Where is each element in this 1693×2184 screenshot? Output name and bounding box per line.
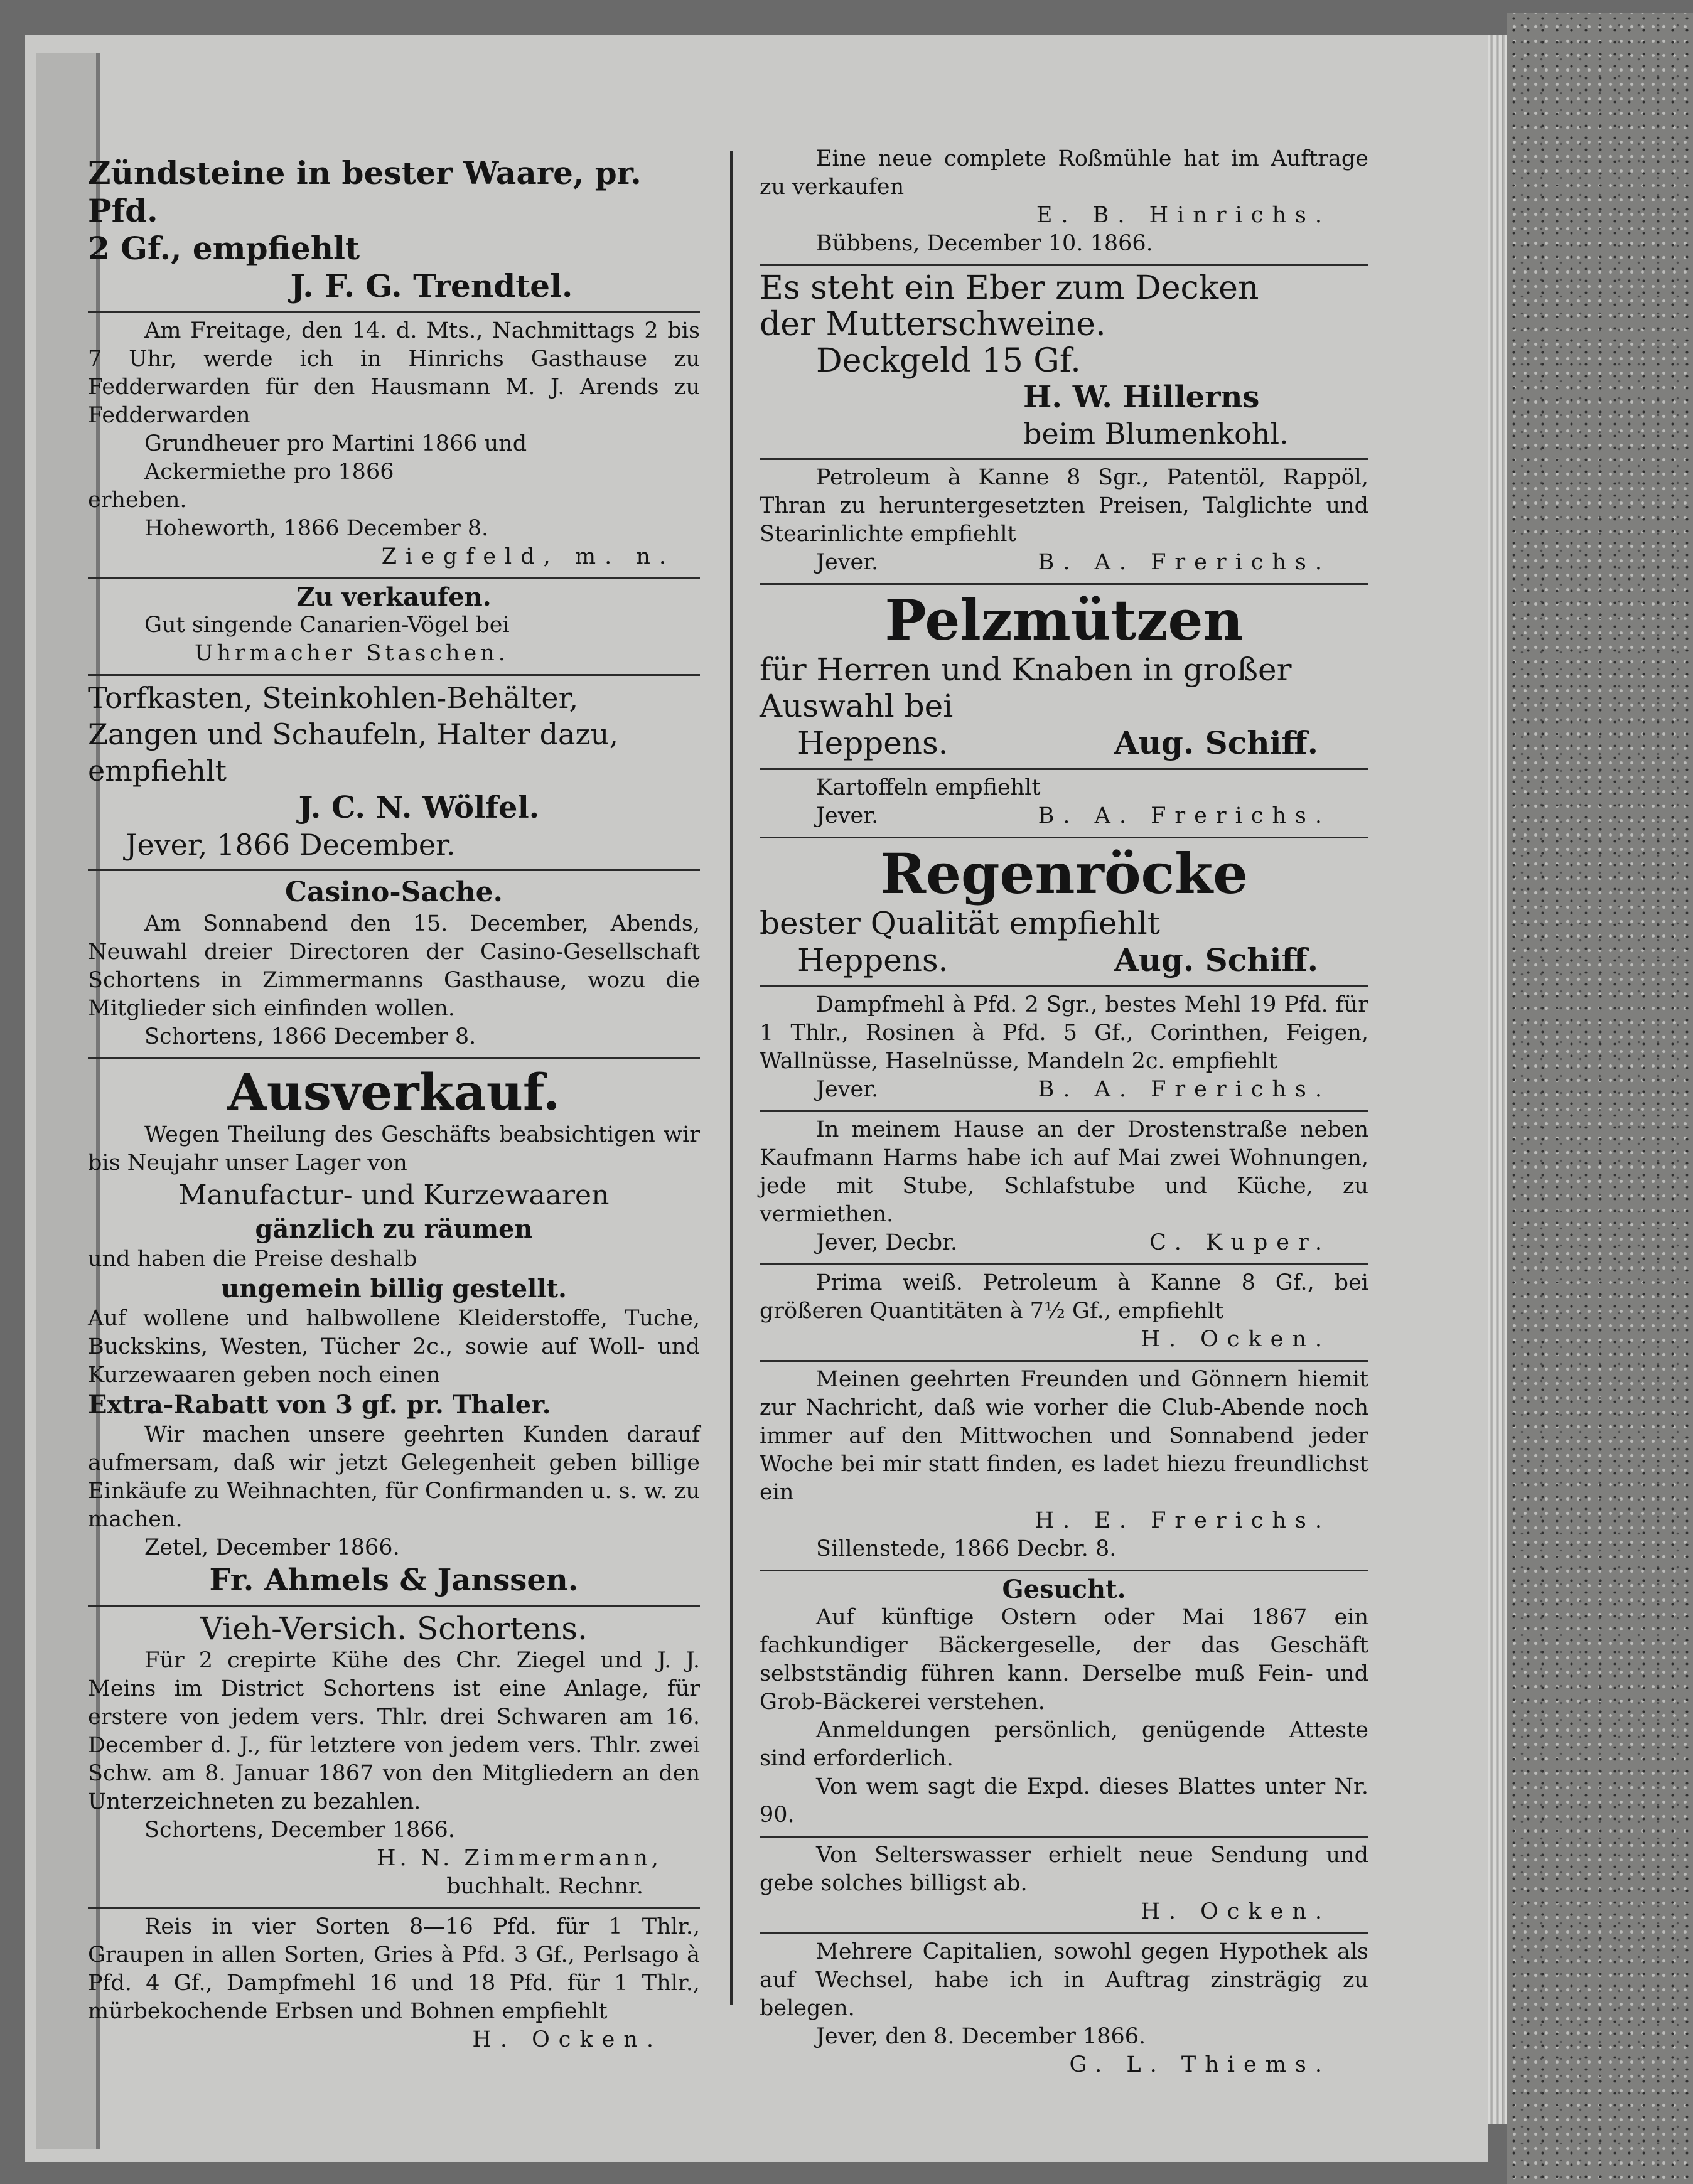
ad-text: Mehrere Capitalien, sowohl gegen Hypothek als auf Wechsel, habe ich in Auftrag zinsträgig zu belegen.	[760, 1939, 1368, 2021]
ad-signer: Aug. Schiff.	[1114, 941, 1318, 978]
ad-place-date: Jever.	[816, 550, 879, 575]
ad-line: bester Qualität empfiehlt	[760, 905, 1160, 941]
ad-line: Ackermiethe pro 1866	[144, 459, 394, 484]
ad-line: Zangen und Schaufeln, Halter dazu,	[88, 717, 618, 751]
ad-signer: G. L. Thiems.	[1069, 2052, 1331, 2077]
ad-freitage	[88, 313, 700, 579]
ad-text: Dampfmehl à Pfd. 2 Sgr., bestes Mehl 19 Pfd. für 1 Thlr., Rosinen à Pfd. 5 Gf., Corinthen, Feigen, Wallnüsse, Haselnüsse, Mandeln 2c. empfiehlt	[760, 992, 1368, 1074]
ad-selterswasser	[760, 1838, 1368, 1934]
ad-zu-verkaufen	[88, 579, 700, 676]
ad-line: Extra-Rabatt von 3 gf. pr. Thaler.	[88, 1390, 551, 1420]
ad-wohnungen	[760, 1112, 1368, 1265]
ad-club-abende	[760, 1362, 1368, 1571]
ad-footer	[760, 802, 1368, 830]
ad-text: Meinen geehrten Freunden und Gönnern hiemit zur Nachricht, daß wie vorher die Club-Abende noch immer auf den Mittwochen und Sonnabend jeder Woche bei mir statt finden, es ladet hiezu freundlichst ein	[760, 1367, 1368, 1505]
ad-signer: J. C. N. Wölfel.	[298, 790, 540, 825]
ad-text: Am Sonnabend den 15. December, Abends, Neuwahl dreier Directoren der Casino-Gesellschaft Schortens in Zimmermanns Gasthause, wozu die Mitglieder sich einfinden wollen.	[88, 911, 700, 1021]
ad-signer: J. F. G. Trendtel.	[290, 267, 573, 304]
ad-text: Wegen Theilung des Geschäfts beabsichtigen wir bis Neujahr unser Lager von	[88, 1122, 700, 1175]
ad-signer: H. Ocken.	[1141, 1899, 1331, 1924]
ad-text: Von Selterswasser erhielt neue Sendung und gebe solches billigst ab.	[760, 1843, 1368, 1896]
ad-signer: Fr. Ahmels & Janssen.	[209, 1563, 579, 1598]
ad-footer	[760, 1229, 1368, 1257]
ad-vieh-versicherung	[88, 1607, 700, 1909]
ad-footer	[760, 549, 1368, 577]
ad-torfkasten	[88, 676, 700, 871]
ad-line: für Herren und Knaben in großer	[760, 651, 1292, 688]
ad-text: Auf künftige Ostern oder Mai 1867 ein fachkundiger Bäckergeselle, der das Geschäft selbstständig führen kann. Derselbe muß Fein- und Grob-Bäckerei verstehen.	[760, 1605, 1368, 1715]
ad-signer: B. A. Frerichs.	[1038, 803, 1331, 828]
ad-signer: H. W. Hillerns	[1023, 380, 1260, 415]
ad-line: Manufactur- und Kurzewaaren	[178, 1179, 610, 1211]
ad-heading: Zu verkaufen.	[296, 582, 492, 612]
ad-place-date: Hoheworth, 1866 December 8.	[144, 516, 489, 541]
column-divider	[730, 151, 733, 2005]
ad-signer: H. N. Zimmermann,	[376, 1846, 662, 1871]
ad-signer: H. Ocken.	[1141, 1327, 1331, 1352]
ad-text: Von wem sagt die Expd. dieses Blattes unter Nr. 90.	[760, 1774, 1368, 1828]
ad-ausverkauf	[88, 1059, 700, 1607]
ad-signer: Uhrmacher Staschen.	[195, 641, 509, 666]
ad-line: Torfkasten, Steinkohlen-Behälter,	[88, 681, 579, 715]
ad-capitalien	[760, 1934, 1368, 2085]
ad-signer: C. Kuper.	[1149, 1230, 1331, 1255]
ad-heading: Regenröcke	[879, 841, 1249, 906]
ad-place-date: Zetel, December 1866.	[144, 1535, 400, 1560]
ad-text: Reis in vier Sorten 8—16 Pfd. für 1 Thlr., Graupen in allen Sorten, Gries à Pfd. 3 Gf., Perlsago à Pfd. 4 Gf., Dampfmehl 16 und 18 Pfd. für 1 Thlr., mürbekochende Erbsen und Bohnen empfiehlt	[88, 1914, 700, 2024]
ad-text: Auf wollene und halbwollene Kleiderstoffe, Tuche, Buckskins, Westen, Tücher 2c., sowie auf Woll- und Kurzewaaren geben noch einen	[88, 1306, 700, 1388]
ad-eber	[760, 266, 1368, 460]
ad-heading: Vieh-Versich. Schortens.	[200, 1610, 588, 1647]
ad-text: Kartoffeln empfiehlt	[816, 775, 1041, 800]
ad-signer: H. Ocken.	[472, 2027, 662, 2052]
ad-zuendsteine	[88, 151, 700, 313]
ad-text: Petroleum à Kanne 8 Sgr., Patentöl, Rappöl, Thran zu heruntergesetzten Preisen, Talglichte und Stearinlichte empfiehlt	[760, 465, 1368, 547]
ad-signer: Ziegfeld, m. n.	[381, 544, 675, 569]
ad-place-date: Jever, Decbr.	[816, 1230, 958, 1255]
ad-text: Anmeldungen persönlich, genügende Atteste sind erforderlich.	[760, 1718, 1368, 1771]
ad-line: ungemein billig gestellt.	[221, 1274, 567, 1303]
ad-signer: B. A. Frerichs.	[1038, 550, 1331, 575]
ad-signer-title: beim Blumenkohl.	[1023, 417, 1289, 451]
ad-heading: Casino-Sache.	[285, 876, 503, 908]
ad-text: In meinem Hause an der Drostenstraße neben Kaufmann Harms habe ich auf Mai zwei Wohnungen, jede mit Stube, Schlafstube und Küche, zu vermiethen.	[760, 1117, 1368, 1227]
ad-signer: B. A. Frerichs.	[1038, 1077, 1331, 1102]
ad-reis	[88, 1909, 700, 2060]
left-column	[88, 151, 700, 2060]
ad-footer	[760, 724, 1368, 762]
ad-line: Auswahl bei	[760, 688, 954, 724]
ad-gesucht	[760, 1571, 1368, 1838]
ad-line: Grundheuer pro Martini 1866 und	[144, 431, 527, 456]
right-column	[760, 141, 1368, 2085]
ad-dampfmehl	[760, 987, 1368, 1112]
ad-petroleum	[760, 460, 1368, 585]
ad-place-date: Bübbens, December 10. 1866.	[816, 231, 1153, 256]
ad-rossmuehle	[760, 141, 1368, 266]
ad-text: Wir machen unsere geehrten Kunden darauf aufmersam, daß wir jetzt Gelegenheit geben billige Einkäufe zu Weihnachten, für Confirmanden u. s. w. zu machen.	[88, 1422, 700, 1532]
ad-signer: E. B. Hinrichs.	[1036, 203, 1331, 228]
ad-regenroecke	[760, 838, 1368, 987]
ad-line: der Mutterschweine.	[760, 306, 1106, 343]
ad-heading: Ausverkauf.	[227, 1063, 561, 1121]
ad-text: Eine neue complete Roßmühle hat im Auftrage zu verkaufen	[760, 146, 1368, 200]
ad-line: und haben die Preise deshalb	[88, 1246, 417, 1271]
ad-casino	[88, 871, 700, 1059]
ad-heading: Gesucht.	[1002, 1575, 1126, 1604]
ad-line: Gut singende Canarien-Vögel bei	[144, 613, 510, 638]
ad-place-date: Sillenstede, 1866 Decbr. 8.	[816, 1536, 1117, 1561]
ad-footer	[760, 1076, 1368, 1104]
scanner-background	[1507, 13, 1693, 2184]
ad-place-date: Heppens.	[797, 725, 949, 761]
ad-pelzmuetzen	[760, 585, 1368, 770]
ad-footer	[760, 941, 1368, 979]
ad-place-date: Schortens, 1866 December 8.	[144, 1024, 476, 1049]
ad-kartoffeln	[760, 770, 1368, 838]
ad-signer-title: buchhalt. Rechnr.	[446, 1874, 643, 1899]
ad-signer: Aug. Schiff.	[1114, 724, 1318, 761]
ad-place-date: Heppens.	[797, 942, 949, 978]
ad-line: Zündsteine in bester Waare, pr. Pfd.	[88, 154, 642, 229]
ad-heading: Pelzmützen	[884, 587, 1244, 653]
ad-place-date: Jever, den 8. December 1866.	[816, 2024, 1146, 2049]
ad-line: 2 Gf., empfiehlt	[88, 230, 360, 267]
ad-text: Prima weiß. Petroleum à Kanne 8 Gf., bei größeren Quantitäten à 7½ Gf., empfiehlt	[760, 1270, 1368, 1324]
ad-place-date: Schortens, December 1866.	[144, 1817, 455, 1843]
ad-place-date: Jever.	[816, 803, 879, 828]
ad-line: empfiehlt	[88, 754, 227, 788]
ad-place-date: Jever.	[816, 1077, 879, 1102]
ad-place-date: Jever, 1866 December.	[126, 828, 456, 862]
ad-line: Es steht ein Eber zum Decken	[760, 269, 1259, 307]
ad-line: Deckgeld 15 Gf.	[816, 342, 1081, 380]
ad-line: gänzlich zu räumen	[255, 1214, 533, 1244]
ad-text: Am Freitage, den 14. d. Mts., Nachmittags 2 bis 7 Uhr, werde ich in Hinrichs Gasthause zu Fedderwarden für den Hausmann M. J. Arends zu Fedderwarden	[88, 318, 700, 428]
ad-prima-petroleum	[760, 1265, 1368, 1362]
ad-signer: H. E. Frerichs.	[1035, 1508, 1331, 1533]
ad-line: erheben.	[88, 488, 187, 513]
page-stack-edge	[1488, 35, 1507, 2124]
ad-text: Für 2 crepirte Kühe des Chr. Ziegel und J. J. Meins im District Schortens ist eine Anlage, für erstere von jedem vers. Thlr. drei Schwaren am 16. December d. J., für letztere von jedem vers. Thlr. zwei Schw. am 8. Januar 1867 von den Mitgliedern an den Unterzeichneten zu bezahlen.	[88, 1648, 700, 1814]
